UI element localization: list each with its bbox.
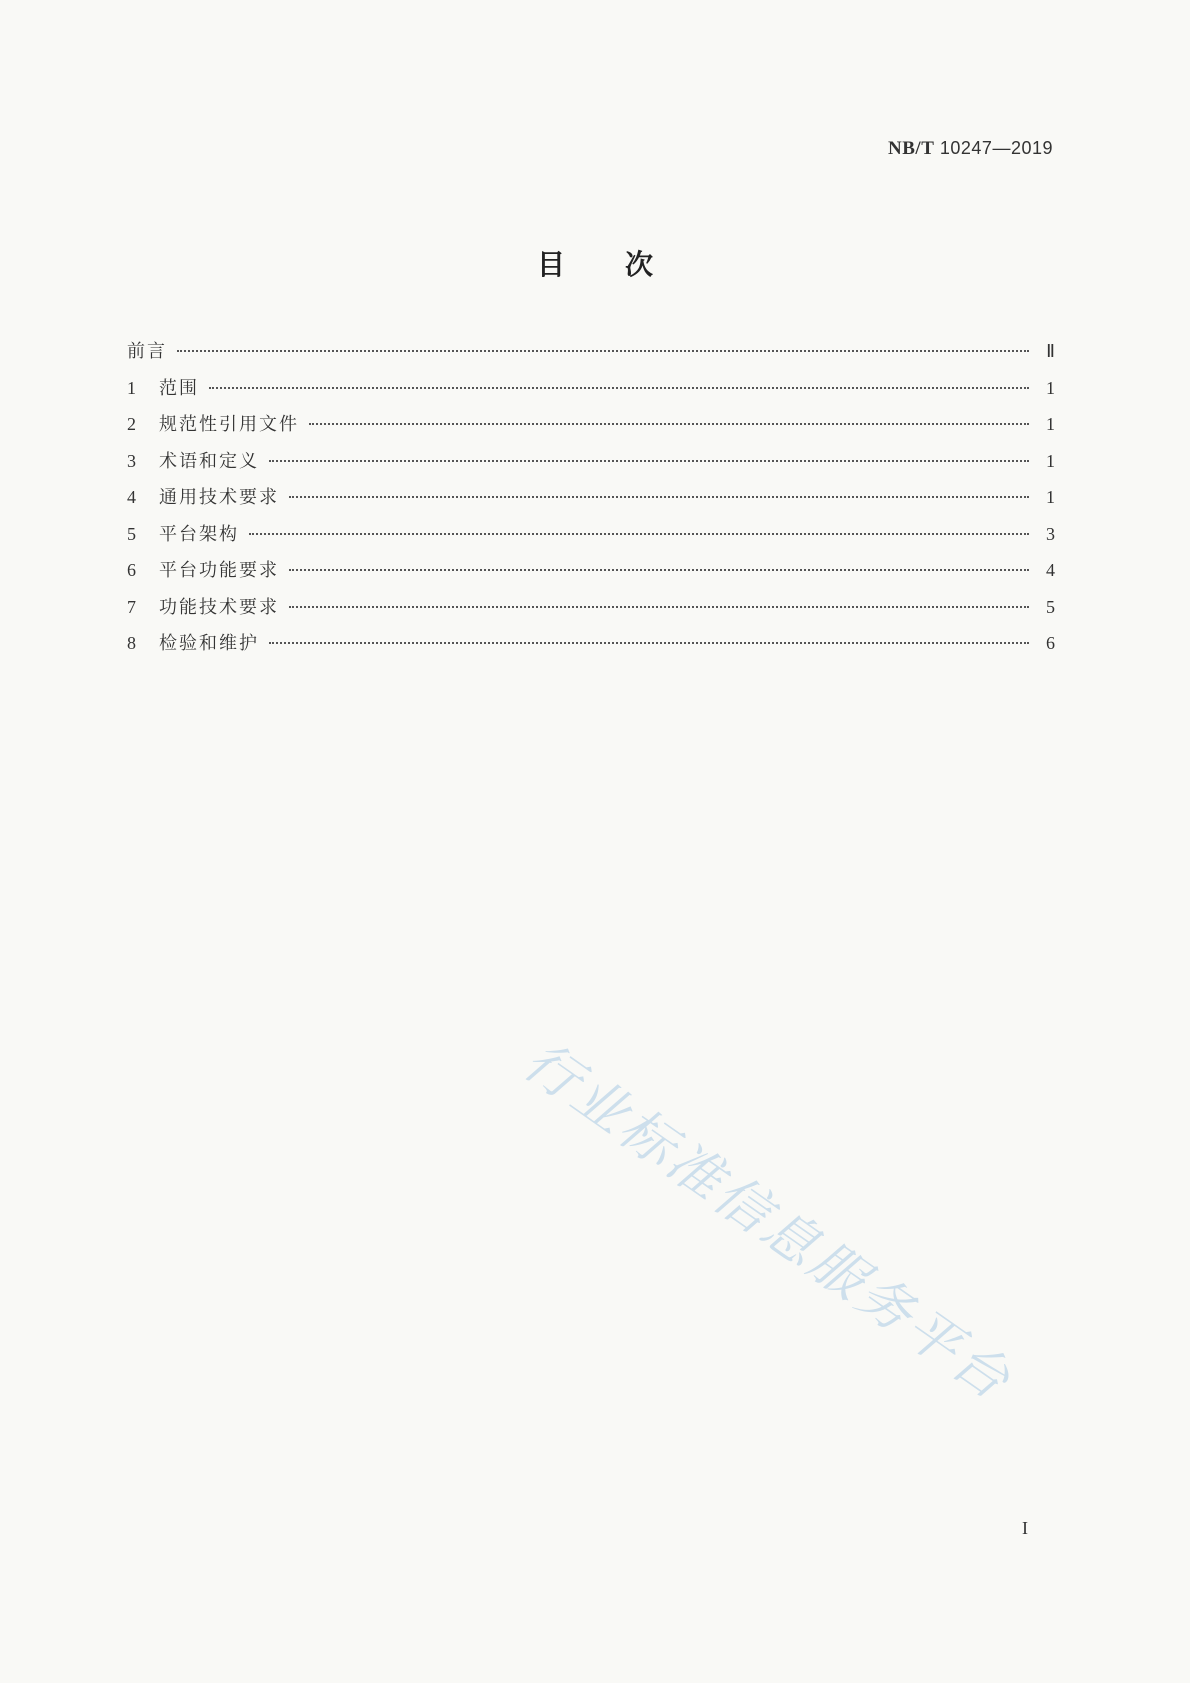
toc-entry-page: 1 <box>1046 487 1055 507</box>
toc-entry-page: 1 <box>1046 450 1055 471</box>
toc-leader-dots <box>249 533 1029 535</box>
toc-leader-dots <box>209 387 1029 389</box>
toc-entry-page: 6 <box>1046 633 1055 653</box>
toc-entry-foreword[interactable] <box>127 337 1055 374</box>
toc-entry-number: 2 <box>127 414 136 434</box>
toc-entry-number: 6 <box>127 560 136 580</box>
standard-code <box>888 138 1053 160</box>
toc-entry-label: 前言 <box>127 341 167 362</box>
toc-entry-page: 1 <box>1046 414 1055 434</box>
toc-entry-4[interactable] <box>127 483 1055 520</box>
toc-entry-label: 范围 <box>159 377 199 399</box>
toc-entry-label: 规范性引用文件 <box>159 414 299 435</box>
toc-entry-label: 平台功能要求 <box>159 560 279 581</box>
toc-leader-dots <box>269 460 1029 462</box>
toc-entry-label: 平台架构 <box>159 523 239 545</box>
toc-leader-dots <box>289 606 1029 608</box>
toc-entry-page: 5 <box>1046 596 1055 617</box>
toc-entry-number: 5 <box>127 523 136 544</box>
title-char-1: 目 <box>536 248 565 281</box>
toc-entry-label: 检验和维护 <box>159 633 259 654</box>
toc-entry-label: 通用技术要求 <box>159 487 279 508</box>
toc-leader-dots <box>309 423 1029 425</box>
toc-entry-label: 术语和定义 <box>159 450 259 472</box>
toc-entry-2[interactable] <box>127 410 1055 447</box>
toc-entry-number: 1 <box>127 377 136 398</box>
toc-entry-page: Ⅱ <box>1046 341 1055 361</box>
standard-code-number: 10247—2019 <box>939 138 1053 158</box>
toc-entry-page: 1 <box>1046 377 1055 398</box>
toc-entry-label: 功能技术要求 <box>159 596 279 618</box>
toc-leader-dots <box>269 642 1029 644</box>
title-char-2: 次 <box>625 248 654 281</box>
standard-code-prefix: NB/T <box>888 138 935 159</box>
toc-entry-page: 4 <box>1046 560 1055 580</box>
toc-entry-6[interactable] <box>127 556 1055 593</box>
toc-entry-7[interactable] <box>127 593 1055 630</box>
watermark: 行业标准信息服务平台 <box>512 1029 1024 1414</box>
toc-entry-3[interactable] <box>127 447 1055 484</box>
toc-entry-1[interactable] <box>127 374 1055 411</box>
toc-leader-dots <box>289 569 1029 571</box>
table-of-contents <box>127 337 1055 666</box>
toc-entry-number: 7 <box>127 596 136 617</box>
toc-entry-number: 3 <box>127 450 136 471</box>
page-number: I <box>1022 1518 1028 1538</box>
toc-leader-dots <box>289 496 1029 498</box>
toc-entry-page: 3 <box>1046 523 1055 544</box>
page-title <box>0 243 1190 283</box>
toc-entry-8[interactable] <box>127 629 1055 666</box>
toc-entry-number: 8 <box>127 633 136 653</box>
toc-entry-number: 4 <box>127 487 136 507</box>
toc-leader-dots <box>177 350 1029 352</box>
toc-entry-5[interactable] <box>127 520 1055 557</box>
